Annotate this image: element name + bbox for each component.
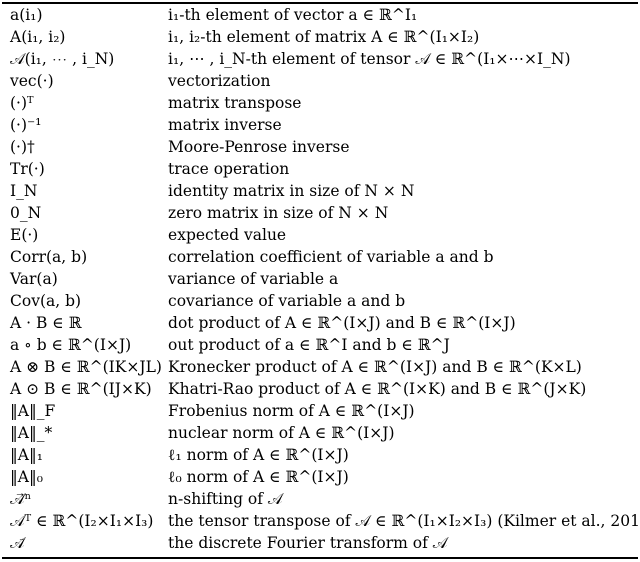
symbol-cell: Tr(·): [10, 160, 45, 178]
table-row: [4, 224, 640, 246]
description-cell: i₁, i₂-th element of matrix A ∈ ℝ^(I₁×I₂): [168, 28, 480, 46]
table-row: [4, 290, 640, 312]
description-cell: correlation coefficient of variable a and b: [168, 248, 494, 266]
table-row: [4, 378, 640, 400]
symbol-cell: E(·): [10, 226, 39, 244]
table-row: [4, 268, 640, 290]
table-row: [4, 312, 640, 334]
description-cell: covariance of variable a and b: [168, 292, 406, 310]
description-cell: matrix transpose: [168, 94, 302, 112]
table-row: [4, 70, 640, 92]
symbol-cell: a ∘ b ∈ ℝ^(I×J): [10, 336, 132, 354]
symbol-cell: vec(·): [10, 72, 54, 90]
symbol-cell: 𝒜(i₁, ⋯ , i_N): [10, 50, 115, 68]
table-bottom-rule: [2, 557, 638, 559]
symbol-cell: A(i₁, i₂): [10, 28, 66, 46]
symbol-cell: (·)†: [10, 138, 35, 156]
table-row: [4, 422, 640, 444]
table-row: [4, 136, 640, 158]
symbol-cell: a(i₁): [10, 6, 43, 24]
description-cell: zero matrix in size of N × N: [168, 204, 389, 222]
table-row: [4, 202, 640, 224]
description-cell: out product of a ∈ ℝ^I and b ∈ ℝ^J: [168, 336, 450, 354]
symbol-cell: I_N: [10, 182, 38, 200]
table-row: [4, 26, 640, 48]
description-cell: i₁, ⋯ , i_N-th element of tensor 𝒜 ∈ ℝ^(I₁×⋯×I_N): [168, 50, 571, 68]
table-row: [4, 246, 640, 268]
description-cell: nuclear norm of A ∈ ℝ^(I×J): [168, 424, 395, 442]
table-row: [4, 48, 640, 70]
table-row: [4, 488, 640, 510]
symbol-cell: Var(a): [10, 270, 58, 288]
table-row: [4, 444, 640, 466]
description-cell: Frobenius norm of A ∈ ℝ^(I×J): [168, 402, 415, 420]
symbol-cell: A ⊙ B ∈ ℝ^(IJ×K): [10, 380, 152, 398]
description-cell: identity matrix in size of N × N: [168, 182, 415, 200]
table-row: [4, 400, 640, 422]
description-cell: Khatri-Rao product of A ∈ ℝ^(I×K) and B ∈ ℝ^(J×K): [168, 380, 587, 398]
description-cell: the discrete Fourier transform of 𝒜: [168, 534, 448, 552]
table-row: [4, 466, 640, 488]
description-cell: vectorization: [168, 72, 271, 90]
description-cell: variance of variable a: [168, 270, 339, 288]
symbol-cell: (·)ᵀ: [10, 94, 34, 112]
symbol-cell: A ⊗ B ∈ ℝ^(IK×JL): [10, 358, 162, 376]
table-row: [4, 532, 640, 554]
description-cell: ℓ₀ norm of A ∈ ℝ^(I×J): [168, 468, 349, 486]
symbol-cell: ‖A‖₁: [10, 446, 43, 464]
table-row: [4, 510, 640, 532]
table-row: [4, 114, 640, 136]
description-cell: Kronecker product of A ∈ ℝ^(I×J) and B ∈ ℝ^(K×L): [168, 358, 582, 376]
symbol-cell: A · B ∈ ℝ: [10, 314, 82, 332]
description-cell: trace operation: [168, 160, 290, 178]
notation-table: [4, 4, 640, 554]
symbol-cell: 0_N: [10, 204, 42, 222]
symbol-cell: Corr(a, b): [10, 248, 88, 266]
description-cell: Moore-Penrose inverse: [168, 138, 350, 156]
symbol-cell: 𝒜ᵀ ∈ ℝ^(I₂×I₁×I₃): [10, 512, 154, 530]
symbol-cell: ‖A‖_*: [10, 424, 53, 442]
description-cell: ℓ₁ norm of A ∈ ℝ^(I×J): [168, 446, 349, 464]
description-cell: the tensor transpose of 𝒜 ∈ ℝ^(I₁×I₂×I₃) (Kilmer et al., 201: [168, 512, 640, 530]
description-cell: matrix inverse: [168, 116, 282, 134]
symbol-cell: ‖A‖₀: [10, 468, 43, 486]
symbol-cell: 𝒜⃗ⁿ: [10, 490, 32, 508]
description-cell: i₁-th element of vector a ∈ ℝ^I₁: [168, 6, 418, 24]
table-row: [4, 180, 640, 202]
table-row: [4, 356, 640, 378]
description-cell: dot product of A ∈ ℝ^(I×J) and B ∈ ℝ^(I×J): [168, 314, 516, 332]
symbol-cell: ‖A‖_F: [10, 402, 56, 420]
table-row: [4, 334, 640, 356]
description-cell: expected value: [168, 226, 287, 244]
table-row: [4, 92, 640, 114]
symbol-cell: (·)⁻¹: [10, 116, 42, 134]
table-row: [4, 158, 640, 180]
table-row: [4, 4, 640, 26]
description-cell: n-shifting of 𝒜: [168, 490, 283, 508]
symbol-cell: 𝒜̄: [10, 534, 25, 552]
symbol-cell: Cov(a, b): [10, 292, 82, 310]
